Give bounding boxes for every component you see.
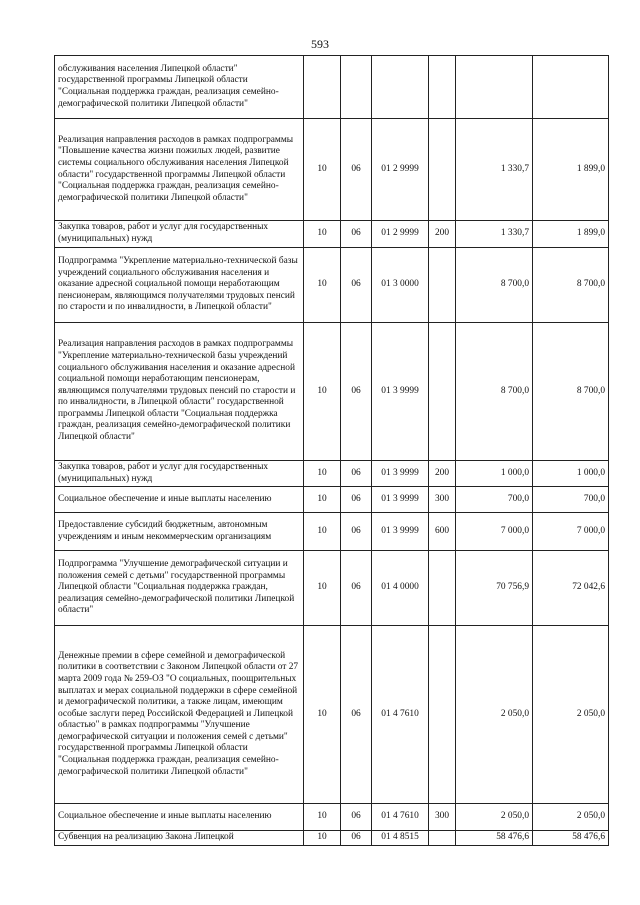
row-sum-year1: 8 700,0 <box>456 248 533 323</box>
row-sum-year2: 1 899,0 <box>533 221 609 248</box>
row-name: Закупка товаров, работ и услуг для государственных (муниципальных) нужд <box>55 221 304 248</box>
row-name: Денежные премии в сфере семейной и демографической политики в соответствии с Законом Липецкой области от 27 марта 2009 года № 259-ОЗ "О социальных, поощрительных выплатах и мерах социальной поддержки в сфере семейной и демографической политики, а также лицам, имеющим особые заслуги перед Российской Федерацией и Липецкой областью" в рамках подпрограммы "Улучшение демографической ситуации и положения семей с детьми" государственной программы Липецкой области "Социальная поддержка граждан, реализация семейно-демографической политики Липецкой области" <box>55 626 304 804</box>
row-name: обслуживания населения Липецкой области" государственной программы Липецкой области "Социальная поддержка граждан, реализация семейно-демографической политики Липецкой области" <box>55 56 304 119</box>
row-sum-year2: 7 000,0 <box>533 513 609 551</box>
row-subsection: 06 <box>341 248 372 323</box>
row-expense-type: 300 <box>429 804 456 831</box>
row-section: 10 <box>304 487 341 513</box>
row-sum-year1 <box>456 56 533 119</box>
row-expense-type: 600 <box>429 513 456 551</box>
budget-table <box>54 55 609 846</box>
table-row <box>55 804 609 831</box>
row-expense-type: 300 <box>429 487 456 513</box>
table-row <box>55 248 609 323</box>
row-target-code: 01 2 9999 <box>372 119 429 221</box>
row-target-code: 01 4 0000 <box>372 551 429 626</box>
row-sum-year2: 8 700,0 <box>533 323 609 461</box>
row-name: Подпрограмма "Укрепление материально-технической базы учреждений социального обслуживания населения и оказание адресной социальной помощи неработающим пенсионерам, являющимся получателями трудовых пенсий по старости и по инвалидности, в Липецкой области" <box>55 248 304 323</box>
table-row <box>55 831 609 846</box>
table-row <box>55 513 609 551</box>
row-subsection: 06 <box>341 323 372 461</box>
row-name: Реализация направления расходов в рамках подпрограммы "Повышение качества жизни пожилых людей, развитие системы социального обслуживания населения Липецкой области" государственной программы Липецкой области "Социальная поддержка граждан, реализация семейно-демографической политики Липецкой области" <box>55 119 304 221</box>
table-row <box>55 221 609 248</box>
row-sum-year1: 7 000,0 <box>456 513 533 551</box>
page-number: 593 <box>311 37 329 51</box>
row-subsection <box>341 56 372 119</box>
row-subsection: 06 <box>341 804 372 831</box>
row-section: 10 <box>304 119 341 221</box>
row-sum-year1: 58 476,6 <box>456 831 533 846</box>
row-section: 10 <box>304 831 341 846</box>
row-name: Субвенция на реализацию Закона Липецкой <box>55 831 304 846</box>
row-sum-year1: 70 756,9 <box>456 551 533 626</box>
row-subsection: 06 <box>341 221 372 248</box>
row-section: 10 <box>304 551 341 626</box>
row-sum-year2: 700,0 <box>533 487 609 513</box>
table-row <box>55 487 609 513</box>
row-section: 10 <box>304 461 341 487</box>
row-section: 10 <box>304 626 341 804</box>
row-subsection: 06 <box>341 119 372 221</box>
row-target-code: 01 3 9999 <box>372 323 429 461</box>
row-sum-year1: 2 050,0 <box>456 804 533 831</box>
row-sum-year1: 1 330,7 <box>456 119 533 221</box>
row-sum-year2: 2 050,0 <box>533 626 609 804</box>
row-sum-year2: 8 700,0 <box>533 248 609 323</box>
table-row <box>55 119 609 221</box>
row-expense-type <box>429 626 456 804</box>
row-name: Социальное обеспечение и иные выплаты населению <box>55 487 304 513</box>
table-row <box>55 626 609 804</box>
row-name: Социальное обеспечение и иные выплаты населению <box>55 804 304 831</box>
row-target-code: 01 3 9999 <box>372 513 429 551</box>
row-sum-year1: 1 000,0 <box>456 461 533 487</box>
row-name: Предоставление субсидий бюджетным, автономным учреждениям и иным некоммерческим организациям <box>55 513 304 551</box>
row-expense-type <box>429 119 456 221</box>
row-sum-year2 <box>533 56 609 119</box>
row-target-code: 01 2 9999 <box>372 221 429 248</box>
row-sum-year1: 8 700,0 <box>456 323 533 461</box>
row-section: 10 <box>304 221 341 248</box>
row-sum-year2: 72 042,6 <box>533 551 609 626</box>
table-row <box>55 551 609 626</box>
row-sum-year2: 1 000,0 <box>533 461 609 487</box>
row-expense-type: 200 <box>429 221 456 248</box>
table-row <box>55 56 609 119</box>
row-section: 10 <box>304 513 341 551</box>
row-name: Закупка товаров, работ и услуг для государственных (муниципальных) нужд <box>55 461 304 487</box>
row-target-code: 01 4 7610 <box>372 804 429 831</box>
row-sum-year1: 1 330,7 <box>456 221 533 248</box>
row-target-code: 01 3 0000 <box>372 248 429 323</box>
row-expense-type <box>429 831 456 846</box>
row-section <box>304 56 341 119</box>
row-expense-type <box>429 551 456 626</box>
row-expense-type <box>429 323 456 461</box>
row-subsection: 06 <box>341 831 372 846</box>
table-row <box>55 461 609 487</box>
row-subsection: 06 <box>341 626 372 804</box>
row-section: 10 <box>304 323 341 461</box>
row-subsection: 06 <box>341 513 372 551</box>
row-sum-year2: 1 899,0 <box>533 119 609 221</box>
row-target-code <box>372 56 429 119</box>
row-subsection: 06 <box>341 487 372 513</box>
row-sum-year2: 58 476,6 <box>533 831 609 846</box>
row-name: Подпрограмма "Улучшение демографической ситуации и положения семей с детьми" государственной программы Липецкой области "Социальная поддержка граждан, реализация семейно-демографической политики Липецкой области" <box>55 551 304 626</box>
row-subsection: 06 <box>341 461 372 487</box>
row-sum-year1: 700,0 <box>456 487 533 513</box>
row-target-code: 01 3 9999 <box>372 461 429 487</box>
table-row <box>55 323 609 461</box>
row-sum-year1: 2 050,0 <box>456 626 533 804</box>
row-target-code: 01 3 9999 <box>372 487 429 513</box>
row-sum-year2: 2 050,0 <box>533 804 609 831</box>
row-subsection: 06 <box>341 551 372 626</box>
row-section: 10 <box>304 248 341 323</box>
row-section: 10 <box>304 804 341 831</box>
row-expense-type <box>429 56 456 119</box>
row-name: Реализация направления расходов в рамках подпрограммы "Укрепление материально-технической базы учреждений социального обслуживания населения и оказание адресной социальной помощи неработающим пенсионерам, являющимся получателями трудовых пенсий по старости и по инвалидности, в Липецкой области" государственной программы Липецкой области "Социальная поддержка граждан, реализация семейно-демографической политики Липецкой области" <box>55 323 304 461</box>
row-expense-type <box>429 248 456 323</box>
row-target-code: 01 4 7610 <box>372 626 429 804</box>
row-target-code: 01 4 8515 <box>372 831 429 846</box>
row-expense-type: 200 <box>429 461 456 487</box>
